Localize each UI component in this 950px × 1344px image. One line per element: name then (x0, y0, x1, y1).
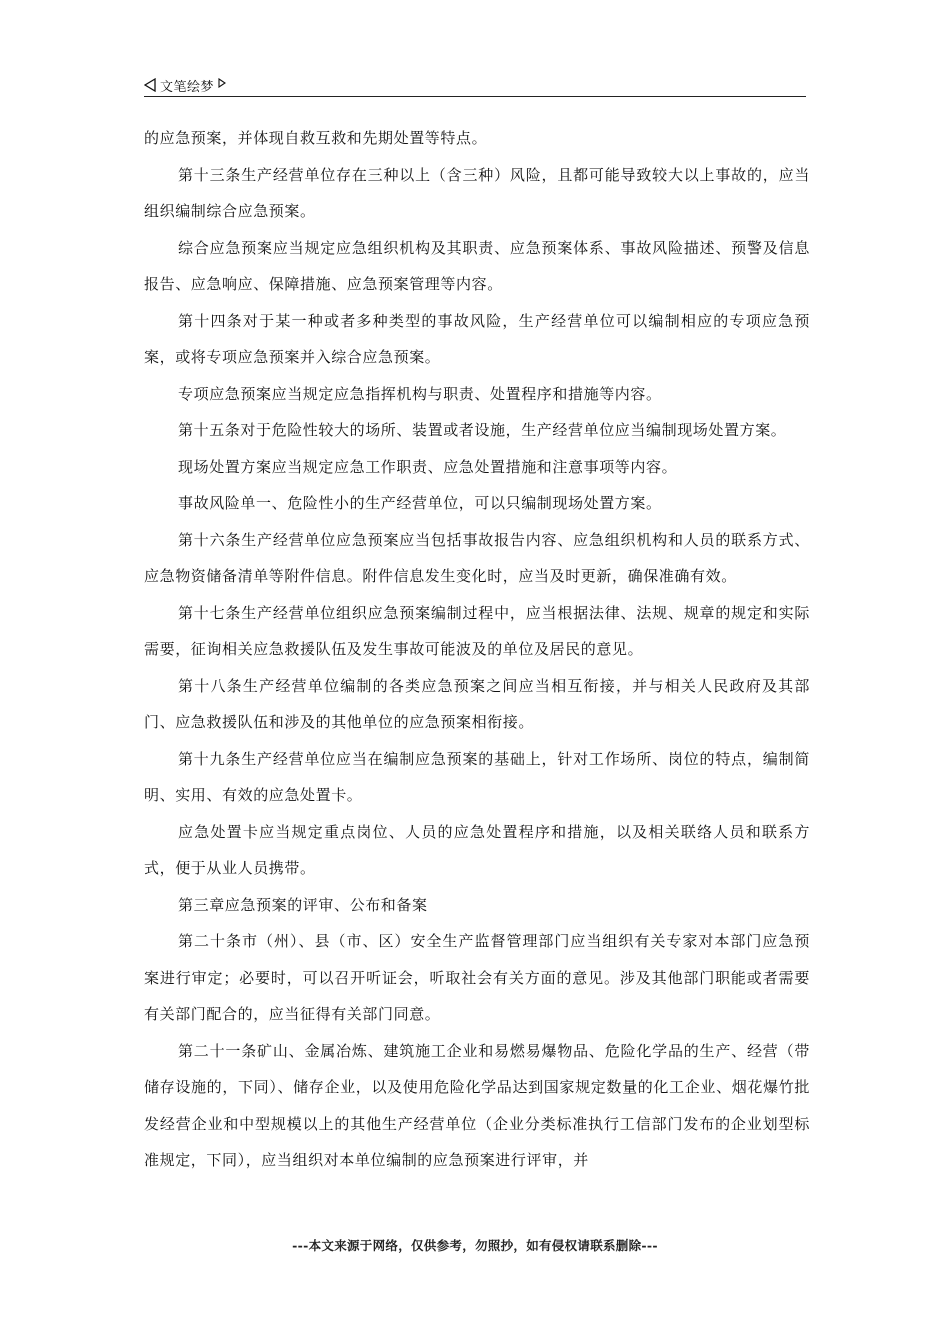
paragraph: 专项应急预案应当规定应急指挥机构与职责、处置程序和措施等内容。 (178, 384, 662, 403)
page-header (144, 74, 806, 97)
paragraph: 第十七条生产经营单位组织应急预案编制过程中，应当根据法律、法规、规章的规定和实际需要，征询相关应急救援队伍及发生事故可能波及的单位及居民的意见。 (144, 603, 810, 658)
paragraph: 第十九条生产经营单位应当在编制应急预案的基础上，针对工作场所、岗位的特点，编制简明、实用、有效的应急处置卡。 (144, 749, 810, 804)
footer-disclaimer: ---本文来源于网络，仅供参考，勿照抄，如有侵权请联系删除--- (292, 1238, 658, 1253)
header-title: 文笔绘梦 (160, 79, 215, 95)
paragraph: 现场处置方案应当规定应急工作职责、应急处置措施和注意事项等内容。 (178, 457, 678, 476)
paragraph: 第二十条市（州）、县（市、区）安全生产监督管理部门应当组织有关专家对本部门应急预案进行审定；必要时，可以召开听证会，听取社会有关方面的意见。涉及其他部门职能或者需要有关部门配合的，应当征得有关部门同意。 (144, 932, 810, 1023)
document-body (144, 120, 810, 1179)
paragraph: 应急处置卡应当规定重点岗位、人员的应急处置程序和措施，以及相关联络人员和联系方式，便于从业人员携带。 (144, 822, 810, 877)
paragraph: 第十六条生产经营单位应急预案应当包括事故报告内容、应急组织机构和人员的联系方式、应急物资储备清单等附件信息。附件信息发生变化时，应当及时更新，确保准确有效。 (144, 530, 810, 585)
paragraph: 第二十一条矿山、金属冶炼、建筑施工企业和易燃易爆物品、危险化学品的生产、经营（带储存设施的，下同）、储存企业，以及使用危险化学品达到国家规定数量的化工企业、烟花爆竹批发经营企业和中型规模以上的其他生产经营单位（企业分类标准执行工信部门发布的企业划型标准规定，下同），应当组织对本单位编制的应急预案进行评审，并 (144, 1041, 810, 1169)
paragraph: 第十四条对于某一种或者多种类型的事故风险，生产经营单位可以编制相应的专项应急预案，或将专项应急预案并入综合应急预案。 (144, 311, 810, 366)
header-brand (144, 74, 226, 96)
triangle-left-icon (144, 78, 156, 92)
paragraph: 第十八条生产经营单位编制的各类应急预案之间应当相互衔接，并与相关人民政府及其部门、应急救援队伍和涉及的其他单位的应急预案相衔接。 (144, 676, 810, 731)
paragraph: 第十五条对于危险性较大的场所、装置或者设施，生产经营单位应当编制现场处置方案。 (178, 421, 787, 439)
paragraph: 事故风险单一、危险性小的生产经营单位，可以只编制现场处置方案。 (178, 494, 662, 512)
paragraph: 综合应急预案应当规定应急组织机构及其职责、应急预案体系、事故风险描述、预警及信息报告、应急响应、保障措施、应急预案管理等内容。 (144, 238, 810, 293)
paragraph: 第十三条生产经营单位存在三种以上（含三种）风险，且都可能导致较大以上事故的，应当组织编制综合应急预案。 (144, 165, 810, 220)
triangle-right-icon (218, 78, 226, 88)
paragraph: 的应急预案，并体现自救互救和先期处置等特点。 (144, 129, 488, 147)
chapter-heading: 第三章应急预案的评审、公布和备案 (178, 895, 428, 914)
